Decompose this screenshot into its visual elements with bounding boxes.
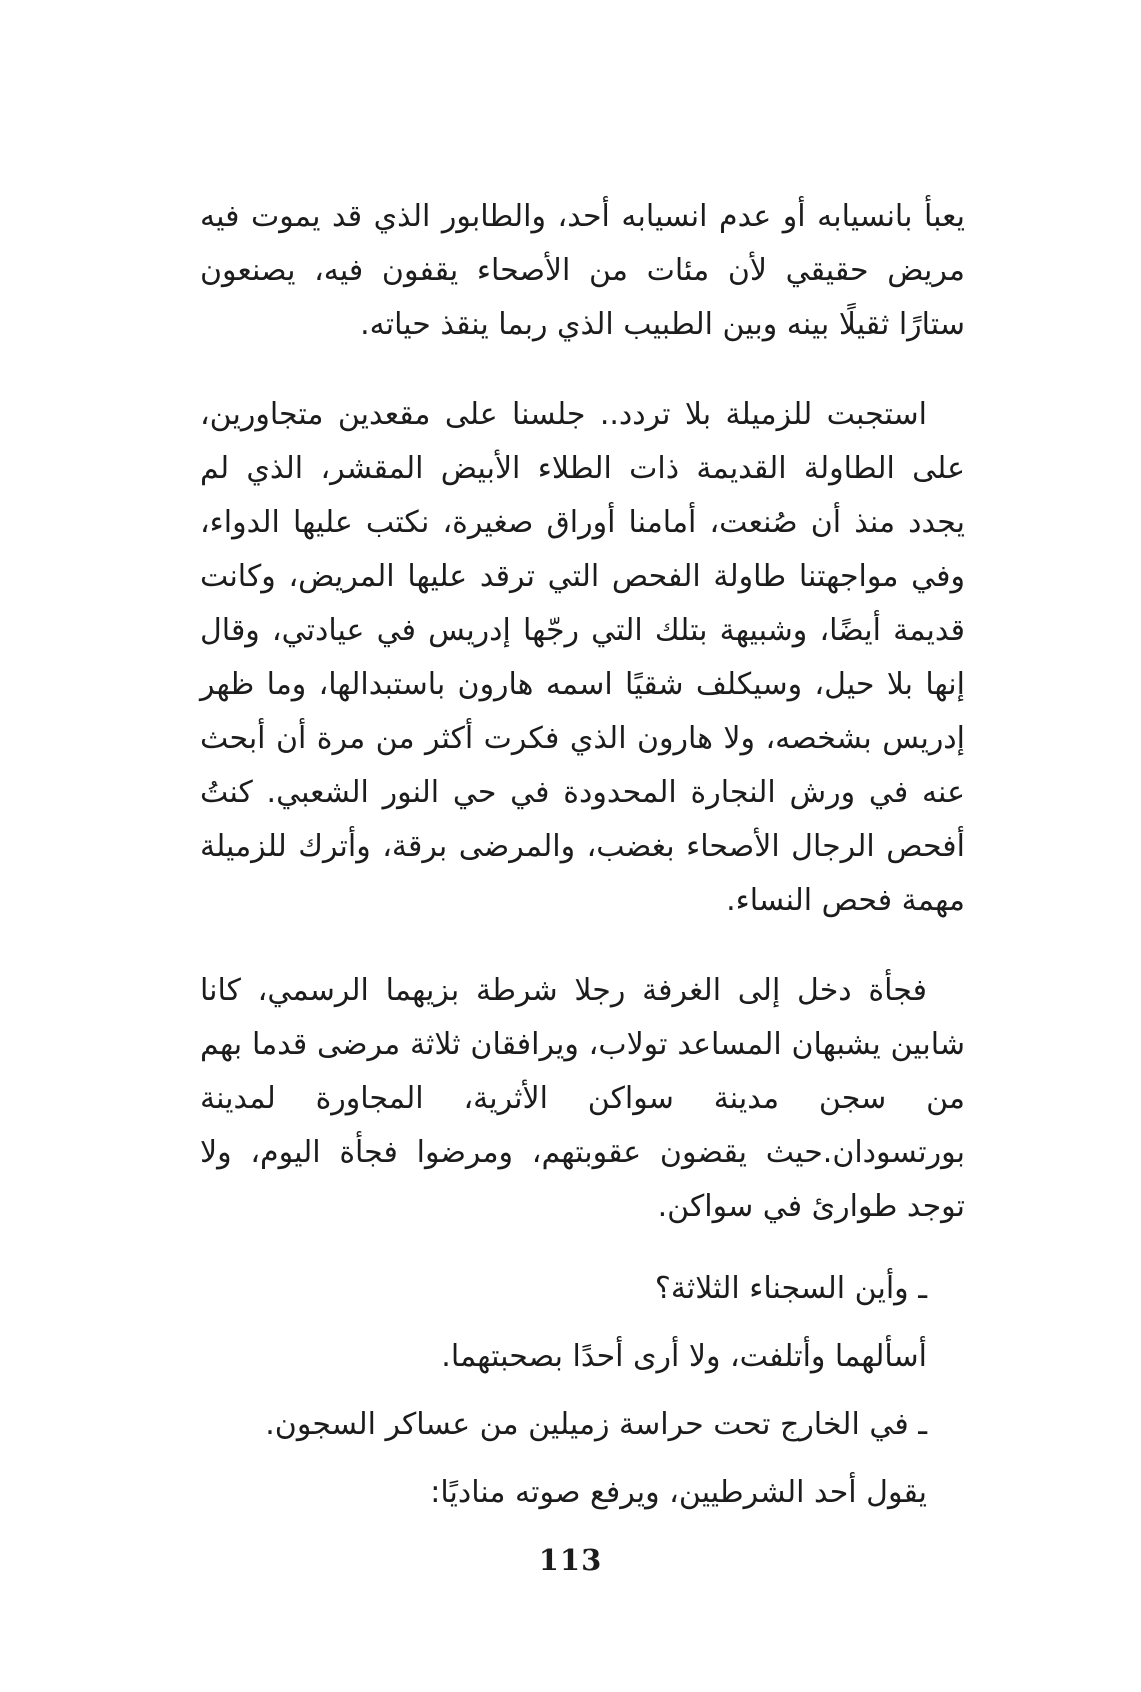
narration-line: أسألهما وأتلفت، ولا أرى أحدًا بصحبتهما. <box>441 1339 927 1374</box>
paragraph-police-arrival: فجأة دخل إلى الغرفة رجلا شرطة بزيهما الرسمي، كانا شابين يشبهان المساعد تولاب، ويرافقان ثلاثة مرضى قدما بهم من سجن مدينة سواكن الأثرية، المجاورة لمدينة بورتسودان.حيث يقضون عقوبتهم، ومرضوا فجأة اليوم، ولا توجد طوارئ في سواكن. <box>200 973 965 1224</box>
dialogue-question: ـ وأين السجناء الثلاثة؟ <box>654 1271 927 1306</box>
paragraph-continuation: يعبأ بانسيابه أو عدم انسيابه أحد، والطابور الذي قد يموت فيه مريض حقيقي لأن مئات من الأصحاء يقفون فيه، يصنعون ستارًا ثقيلًا بينه وبين الطبيب الذي ربما ينقذ حياته. <box>200 199 965 342</box>
page-number: 113 <box>538 1543 603 1577</box>
dialogue-answer: ـ في الخارج تحت حراسة زميلين من عساكر السجون. <box>265 1407 927 1442</box>
body-text <box>200 190 965 1520</box>
narration-closing: يقول أحد الشرطيين، ويرفع صوته مناديًا: <box>430 1475 927 1510</box>
paragraph-consultation: استجبت للزميلة بلا تردد.. جلسنا على مقعدين متجاورين، على الطاولة القديمة ذات الطلاء الأبيض المقشر، الذي لم يجدد منذ أن صُنعت، أمامنا أوراق صغيرة، نكتب عليها الدواء، وفي مواجهتنا طاولة الفحص التي ترقد عليها المريض، وكانت قديمة أيضًا، وشبيهة بتلك التي رجّها إدريس في عيادتي، وقال إنها بلا حيل، وسيكلف شقيًا اسمه هارون باستبدالها، وما ظهر إدريس بشخصه، ولا هارون الذي فكرت أكثر من مرة أن أبحث عنه في ورش النجارة المحدودة في حي النور الشعبي. كنتُ أفحص الرجال الأصحاء بغضب، والمرضى برقة، وأترك للزميلة مهمة فحص النساء. <box>200 397 965 918</box>
